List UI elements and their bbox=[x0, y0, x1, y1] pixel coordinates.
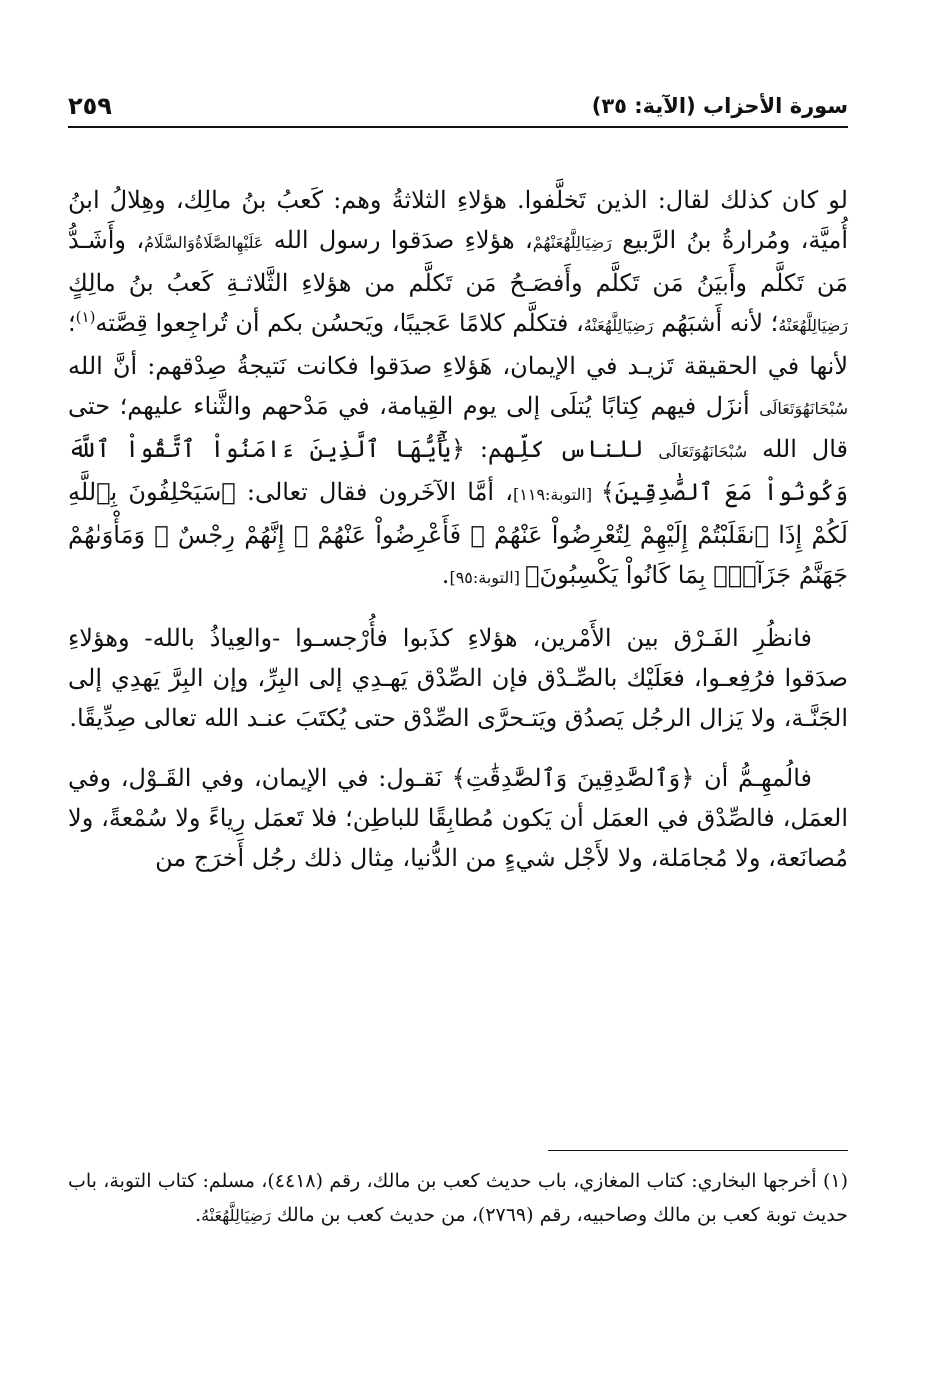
text-run: ، وأَشَـدُّ مَن تَكلَّم وأَبيَنُ مَن تَكلَّم وأَفصَـحُ مَن تَكلَّم من هؤلاءِ الثَّلاثـةِ كَعبُ بنُ مالِكٍ bbox=[68, 226, 848, 297]
footnote-separator bbox=[548, 1150, 848, 1151]
quran-verse: ﴿وَٱلصَّٰدِقِينَ وَٱلصَّٰدِقَٰتِ﴾ bbox=[451, 764, 695, 792]
honorific: رَضِيَالِلَّهُعَنْهُ bbox=[778, 316, 848, 335]
text-run: فالُمهِـمُّ أن bbox=[694, 764, 813, 792]
surah-title: سورة الأحزاب (الآية: ٣٥) bbox=[591, 94, 848, 118]
honorific: رَضِيَالِلَّهُعَنْهُمْ bbox=[532, 233, 612, 252]
honorific: رَضِيَالِلَّهُعَنْهُ bbox=[201, 1206, 271, 1225]
text-run: ، هؤلاءِ صدَقوا رسول الله bbox=[263, 226, 533, 254]
verse-reference: [التوبة:٩٥] bbox=[449, 568, 526, 587]
footnote-text: (١) أخرجها البخاري: كتاب المغازي، باب حديث كعب بن مالك، رقم (٤٤١٨)، مسلم: كتاب التوبة، باب حديث توبة كعب بن مالك وصاحبيه، رقم (٢٧٦٩)، من حديث كعب بن مالك bbox=[68, 1170, 849, 1226]
text-run: للناس كلِّهم: bbox=[465, 435, 659, 463]
paragraph-1 bbox=[68, 180, 848, 598]
text-run: ، فتكلَّم كلامًا عَجيبًا، ويَحسُن بكم أن تُراجِعوا قِصَّته bbox=[95, 309, 584, 337]
paragraph-2: فانظُرِ الفَـرْق بين الأَمْرين، هؤلاءِ كذَبوا فأُرْجسـوا -والعِياذُ بالله- وهؤلاءِ صدَقوا فرُفِعـوا، فعَلَيْك بالصِّـدْق فإن الصِّدْق يَهـدِي إلى البِرِّ، وإن البِرَّ يَهدِي إلى الجَنَّـة، ولا يَزال الرجُل يَصدُق ويَتـحرَّى الصِّدْق حتى يُكتَبَ عنـد الله تعالى صِدِّيقًا. bbox=[68, 624, 848, 732]
text-run: ؛ لأنها في الحقيقة تَزيـد في الإيمان، هَؤلاءِ صدَقوا فكانت نَتيجةُ صِدْقهم: أنَّ الله bbox=[68, 309, 848, 380]
text-run: أنزَل فيهم كِتابًا يُتلَى إلى يوم القِيامة، في مَدْحهم والثَّناء عليهم؛ حتى قال الله bbox=[68, 392, 849, 463]
honorific: سُبْحَانَهُوَتَعَالَى bbox=[759, 399, 848, 418]
book-page bbox=[68, 82, 848, 1322]
main-text bbox=[68, 180, 848, 898]
honorific: عَلَيْهِالصَّلَاةُوَالسَّلَامُ bbox=[144, 233, 264, 252]
text-run: . bbox=[441, 561, 450, 589]
quran-verse: ﴿سَيَحْلِفُونَ بِٱللَّهِ لَكُمْ إِذَا ٱنقَلَبْتُمْ إِلَيْهِمْ لِتُعْرِضُواْ عَنْهُمْ ۖ فَأَعْرِضُواْ عَنْهُمْ ۖ إِنَّهُمْ رِجْسٌ ۖ وَمَأْوَىٰهُمْ جَهَنَّمُ جَزَآءًۢ بِمَا كَانُواْ يَكْسِبُونَ﴾ bbox=[68, 478, 848, 589]
page-number: ٢٥٩ bbox=[68, 92, 112, 120]
honorific: سُبْحَانَهُوَتَعَالَى bbox=[658, 442, 748, 461]
text-run: ، أمَّا الآخَرون فقال تعالى: bbox=[235, 478, 513, 506]
verse-reference: [التوبة:١١٩] bbox=[513, 485, 601, 504]
quran-verse: ﴿يَٰٓأَيُّهَا ٱلَّذِينَ ءَامَنُواْ ٱتَّقُواْ ٱللَّهَ وَكُونُواْ مَعَ ٱلصَّٰدِقِينَ﴾ bbox=[68, 435, 849, 506]
paragraph-3 bbox=[68, 758, 848, 878]
footnote-text: . bbox=[195, 1204, 202, 1226]
text-run: لو كان كذلك لقال: الذين تَخلَّفوا. هؤلاءِ الثلاثةُ وهم: كَعبُ بنُ مالِك، وهِلالُ ابنُ أُميَّة، ومُرارةُ بنُ الرَّبيع bbox=[68, 186, 848, 254]
text-run: ؛ لأنه أَشبَهُم bbox=[653, 309, 779, 337]
footnote bbox=[68, 1164, 848, 1233]
footnote-marker[interactable]: (١) bbox=[75, 308, 96, 326]
honorific: رَضِيَالِلَّهُعَنْهُ bbox=[583, 316, 654, 335]
text-run: نَقـول: في الإيمان، وفي القَـوْل، وفي العمَل، فالصِّدْق في العمَل أن يَكون مُطابِقًا للباطِن؛ فلا تَعمَل رِياءً ولا سُمْعةً، ولا مُصانَعة، ولا مُجامَلة، ولا لأَجْل شيءٍ من الدُّنيا، مِثال ذلك رجُل أَخرَج من bbox=[68, 764, 848, 872]
running-header bbox=[68, 82, 848, 128]
